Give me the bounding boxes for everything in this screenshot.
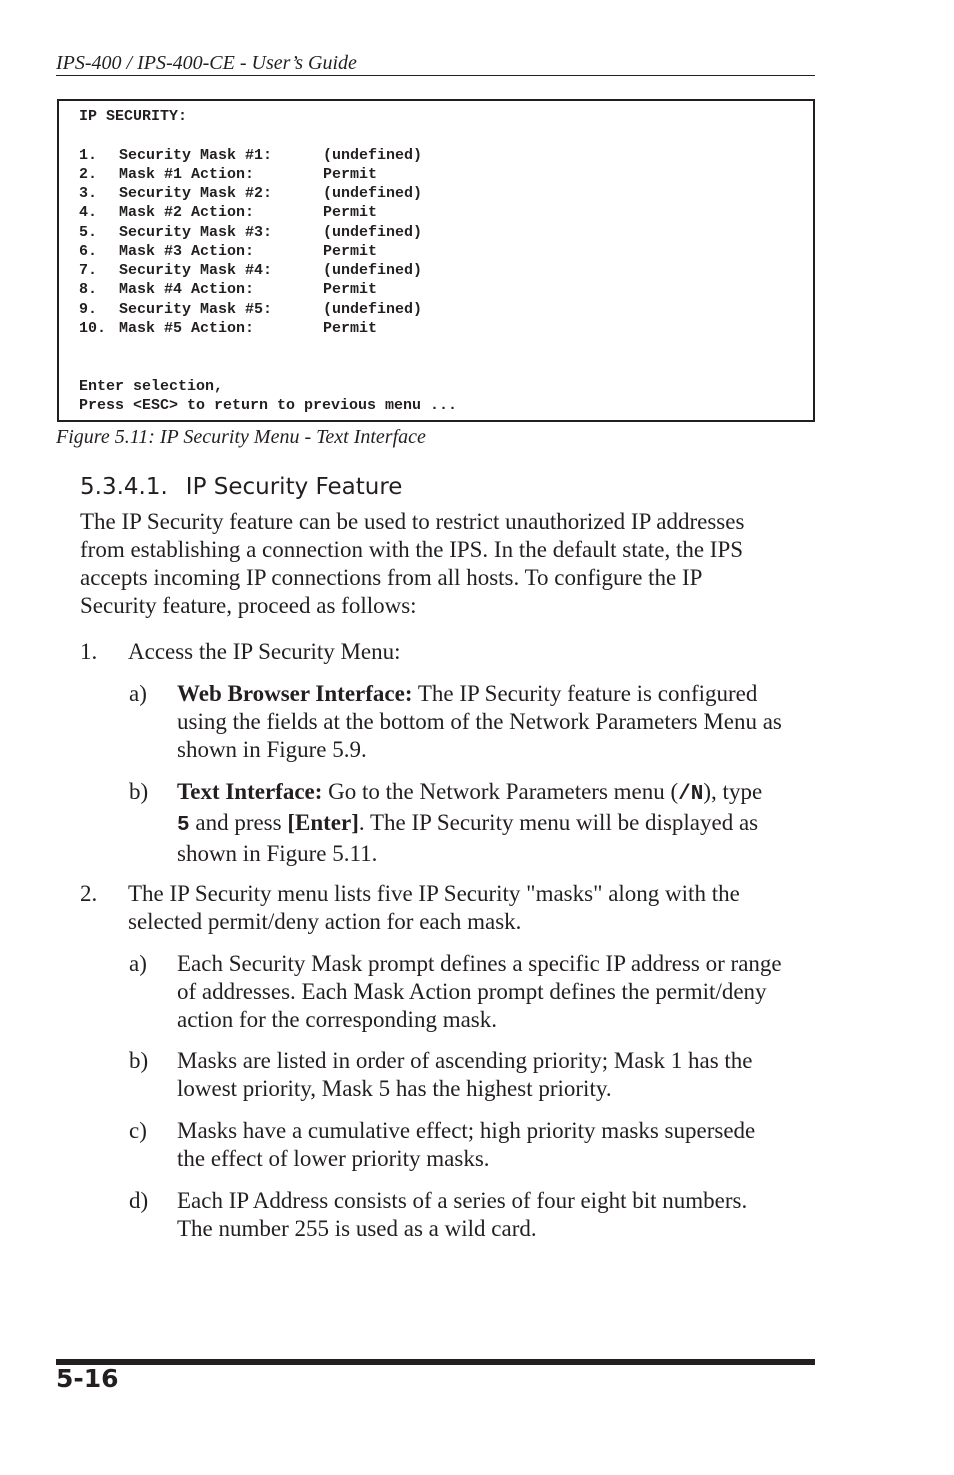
terminal-screen <box>57 99 815 422</box>
intro-paragraph: The IP Security feature can be used to restrict unauthorized IP addresses from establishing a connection with the IPS. In the default state, the IPS accepts incoming IP connections from all hosts. To configure the IP Security feature, proceed as follows: <box>80 509 745 618</box>
terminal-prompt-esc: Press <ESC> to return to previous menu ... <box>79 397 458 414</box>
menu-item: 1. Security Mask #1: (undefined) <box>79 147 423 164</box>
menu-item: 4. Mask #2 Action: Permit <box>79 204 378 221</box>
menu-item: 3. Security Mask #2: (undefined) <box>79 185 423 202</box>
terminal-prompt: Enter selection, <box>79 378 224 395</box>
menu-item: 7. Security Mask #4: (undefined) <box>79 262 423 279</box>
page-number: 5-16 <box>56 1364 119 1393</box>
footer-rule <box>56 1359 815 1365</box>
menu-item: 5. Security Mask #3: (undefined) <box>79 224 423 241</box>
key-text: 5 <box>177 814 190 837</box>
menu-item: 2. Mask #1 Action: Permit <box>79 166 378 183</box>
figure-caption: Figure 5.11: IP Security Menu - Text Interface <box>56 426 426 448</box>
command-text: /N <box>678 783 704 806</box>
header-rule <box>56 75 815 76</box>
section-number: 5.3.4.1. <box>80 474 168 500</box>
running-header: IPS-400 / IPS-400-CE - User’s Guide <box>56 52 357 74</box>
menu-item: 6. Mask #3 Action: Permit <box>79 243 378 260</box>
section-heading <box>80 474 402 500</box>
menu-item: 8. Mask #4 Action: Permit <box>79 281 378 298</box>
terminal-title: IP SECURITY: <box>79 108 188 125</box>
section-title: IP Security Feature <box>185 474 403 500</box>
menu-item: 10. Mask #5 Action: Permit <box>79 320 378 337</box>
menu-item: 9. Security Mask #5: (undefined) <box>79 301 423 318</box>
